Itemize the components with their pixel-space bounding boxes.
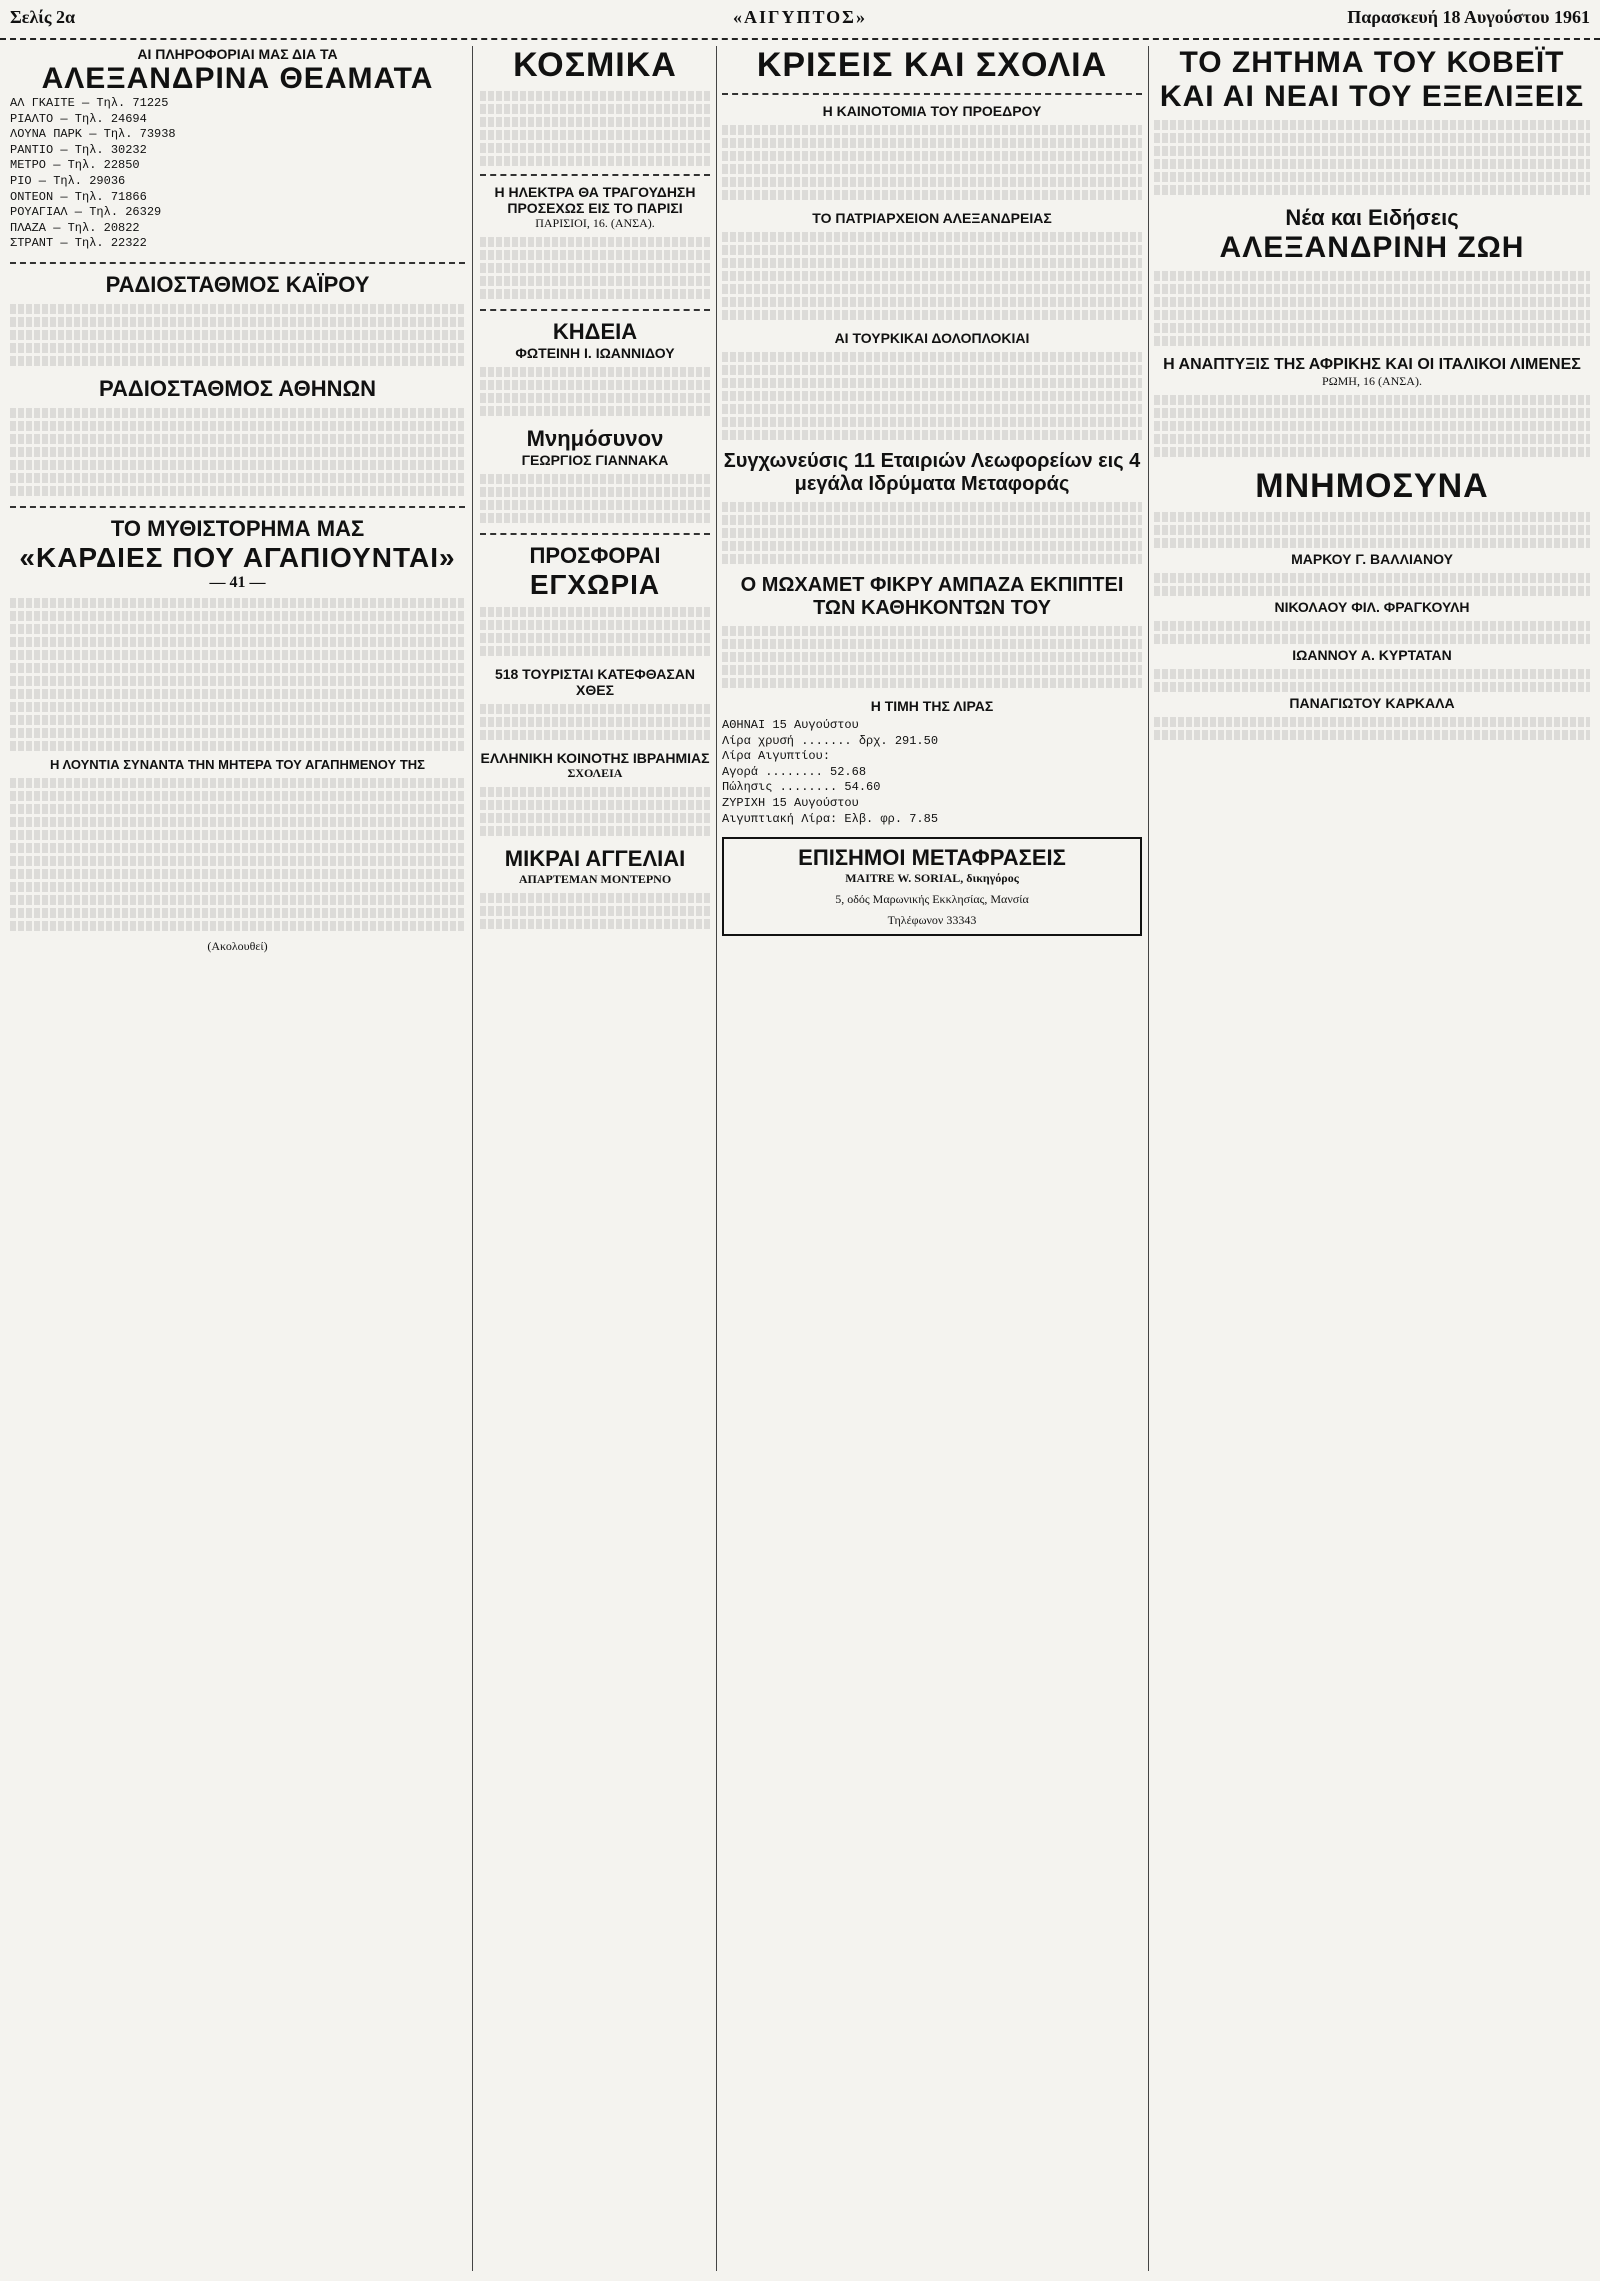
article-buses [722,450,1142,564]
section-divider [480,309,710,311]
cinema-listing: ΠΛΑΖΑ — Τηλ. 20822 [10,220,140,235]
section-divider [10,506,465,508]
novel-body-continued [10,778,465,931]
tourists-text [480,704,710,740]
africa-title: Η ΑΝΑΠΤΥΞΙΣ ΤΗΣ ΑΦΡΙΚΗΣ ΚΑΙ ΟΙ ΙΤΑΛΙΚΟΙ ΛΙΜΕΝΕΣ [1163,356,1581,373]
tragedy-section [480,184,710,299]
article-turkish [722,330,1142,440]
currency-line: Αιγυπτιακή Λίρα: Ελβ. φρ. 7.85 [722,811,939,826]
entertainment-title-top: ΑΙ ΠΛΗΡΟΦΟΡΙΑΙ ΜΑΣ ΔΙΑ ΤΑ [137,46,338,62]
memorial-text-4 [1154,717,1590,740]
small-ads-item: ΑΠΑΡΤΕΜΑΝ ΜΟΝΤΕΡΝΟ [518,872,672,886]
novel-section [10,516,465,954]
translations-firm: MAITRE W. SORIAL, δικηγόρος [845,871,1019,886]
africa-body [1154,395,1590,457]
column-news [1154,46,1590,2271]
funeral-text [480,367,710,416]
novel-body [10,598,465,751]
entertainment-title: ΑΛΕΞΑΝΔΡΙΝΑ ΘΕΑΜΑΤΑ [41,62,434,95]
cinema-listing: ΑΛ ΓΚΑΙΤΕ — Τηλ. 71225 [10,96,169,110]
currency-line: Πώλησις ........ 54.60 [722,780,881,795]
memorial-text-2 [1154,621,1590,644]
section-divider [10,262,465,264]
offers-title: ΠΡΟΣΦΟΡΑΙ [529,543,661,568]
memorial-text-3 [1154,669,1590,692]
radio-cairo-section [10,272,465,366]
offers-section [480,543,710,656]
news-section [1154,205,1590,346]
article-patriarchate [722,210,1142,320]
masthead [0,0,1600,40]
funeral-name: ΦΩΤΕΙΝΗ Ι. ΙΩΑΝΝΙΔΟΥ [515,345,675,361]
article-patriarchate-body [722,232,1142,320]
currency-line: Λίρα χρυσή ....... δρχ. 291.50 [722,733,939,748]
social-text [480,91,710,166]
africa-dateline: ΡΩΜΗ, 16 (ΑΝΣΑ). [1322,374,1422,388]
tragedy-text [480,237,710,299]
translations-address: 5, οδός Μαρωνικής Εκκλησίας, Μανσία [835,892,1029,907]
currency-line: Αγορά ........ 52.68 [722,764,867,779]
memorial-name-1: ΜΑΡΚΟΥ Γ. ΒΑΛΛΙΑΝΟΥ [1291,551,1453,567]
column-social [480,46,710,2271]
page-number: Σελίς 2α [10,7,76,27]
news-title: Νέα και Ειδήσεις [1285,205,1459,230]
cinema-listing: ΣΤΡΑΝΤ — Τηλ. 22322 [10,236,147,251]
offers-sub: ΕΓΧΩΡΙΑ [529,569,661,600]
memorial-name-3: ΙΩΑΝΝΟΥ Α. ΚΥΡΤΑΤΑΝ [1292,647,1452,663]
cinema-listing: ΡΙΟ — Τηλ. 29036 [10,173,126,188]
small-ads-text [480,893,710,929]
novel-section-title: ΤΟ ΜΥΘΙΣΤΟΡΗΜΑ ΜΑΣ [110,515,365,541]
cinema-listing: ΛΟΥΝΑ ΠΑΡΚ — Τηλ. 73938 [10,127,176,142]
radio-athens-section [10,376,465,496]
radio-athens-schedule [10,408,465,496]
ibrahim-text [480,787,710,836]
entertainment-section [10,46,465,252]
currency-title: Η ΤΙΜΗ ΤΗΣ ΛΙΡΑΣ [870,698,994,714]
offers-text [480,607,710,656]
ibrahim-sub: ΣΧΟΛΕΙΑ [567,766,623,780]
small-ads-section [480,846,710,929]
section-divider [722,93,1142,95]
cinema-listing: ΡΑΝΤΙΟ — Τηλ. 30232 [10,142,147,157]
kuwait-section [1154,46,1590,195]
alex-life-title: ΑΛΕΞΑΝΔΡΙΝΗ ΖΩΗ [1219,231,1525,264]
currency-box [722,698,1142,827]
cinema-listing: ΜΕΤΡΟ — Τηλ. 22850 [10,158,140,173]
memorial-name-2: ΝΙΚΟΛΑΟΥ ΦΙΛ. ΦΡΑΓΚΟΥΛΗ [1274,599,1470,615]
funeral-section [480,319,710,416]
column-comments [722,46,1142,2271]
column-rule [472,46,473,2271]
tragedy-dateline: ΠΑΡΙΣΙΟΙ, 16. (ΑΝΣΑ). [535,216,655,230]
article-buses-title: Συγχωνεύσις 11 Εταιριών Λεωφορείων εις 4 μεγάλα Ιδρύματα Μεταφοράς [723,450,1141,495]
cinema-listing: ΡΙΑΛΤΟ — Τηλ. 24694 [10,111,147,126]
column-rule [716,46,717,2271]
column-rule [1148,46,1149,2271]
tourists-section [480,666,710,740]
memorial-title: Μνημόσυνον [526,426,664,451]
article-president-title: Η ΚΑΙΝΟΤΟΜΙΑ ΤΟΥ ΠΡΟΕΔΡΟΥ [822,103,1042,119]
memorial-text-1 [1154,573,1590,596]
ibrahim-title: ΕΛΛΗΝΙΚΗ ΚΟΙΝΟΤΗΣ ΙΒΡΑΗΜΙΑΣ [480,750,710,766]
funeral-title: ΚΗΔΕΙΑ [552,319,638,344]
memorial-section [480,426,710,523]
radio-athens-title: ΡΑΔΙΟΣΤΑΘΜΟΣ ΑΘΗΝΩΝ [98,375,377,401]
translations-ad [722,837,1142,936]
ibrahim-section [480,750,710,836]
article-fikry [722,574,1142,688]
tourists-title: 518 ΤΟΥΡΙΣΤΑΙ ΚΑΤΕΦΘΑΣΑΝ ΧΘΕΣ [494,666,696,698]
article-patriarchate-title: ΤΟ ΠΑΤΡΙΑΡΧΕΙΟΝ ΑΛΕΞΑΝΔΡΕΙΑΣ [812,210,1052,226]
small-ads-title: ΜΙΚΡΑΙ ΑΓΓΕΛΙΑΙ [504,846,686,871]
article-buses-body [722,502,1142,564]
news-body [1154,271,1590,346]
memorials-title: ΜΝΗΜΟΣΥΝΑ [1255,467,1489,505]
article-turkish-title: ΑΙ ΤΟΥΡΚΙΚΑΙ ΔΟΛΟΠΛΟΚΙΑΙ [834,330,1030,346]
radio-cairo-title: ΡΑΔΙΟΣΤΑΘΜΟΣ ΚΑΪΡΟΥ [105,271,370,297]
article-fikry-title: Ο ΜΩΧΑΜΕΤ ΦΙΚΡΥ ΑΜΠΑΖΑ ΕΚΠΙΠΤΕΙ ΤΩΝ ΚΑΘΗΚΟΝΤΩΝ ΤΟΥ [740,574,1124,619]
currency-line: ΑΘΗΝΑΙ 15 Αυγούστου [722,718,859,732]
memorial-text [480,474,710,523]
comments-title: ΚΡΙΣΕΙΣ ΚΑΙ ΣΧΟΛΙΑ [756,46,1108,84]
article-president-body [722,125,1142,200]
novel-continues: (Ακολουθεί) [207,938,268,953]
article-president [722,103,1142,200]
cinema-list [10,96,465,252]
cinema-listing: ΡΟΥΑΓΙΑΛ — Τηλ. 26329 [10,205,162,220]
africa-section [1154,356,1590,457]
memorials-body [1154,512,1590,548]
novel-subhead: Η ΛΟΥΝΤΙΑ ΣΥΝΑΝΤΑ ΤΗΝ ΜΗΤΕΡΑ ΤΟΥ ΑΓΑΠΗΜΕΝΟΥ ΤΗΣ [50,756,425,772]
radio-cairo-schedule [10,304,465,366]
memorial-name: ΓΕΩΡΓΙΟΣ ΓΙΑΝΝΑΚΑ [521,452,669,468]
kuwait-body [1154,120,1590,195]
memorial-name-4: ΠΑΝΑΓΙΩΤΟΥ ΚΑΡΚΑΛΑ [1289,695,1455,711]
article-fikry-body [722,626,1142,688]
currency-line: Λίρα Αιγυπτίου: [722,749,831,764]
novel-title: «ΚΑΡΔΙΕΣ ΠΟΥ ΑΓΑΠΙΟΥΝΤΑΙ» [19,541,456,573]
translations-title: ΕΠΙΣΗΜΟΙ ΜΕΤΑΦΡΑΣΕΙΣ [798,845,1066,871]
issue-date: Παρασκευή 18 Αυγούστου 1961 [1347,7,1590,27]
social-title: ΚΟΣΜΙΚΑ [513,46,677,84]
section-divider [480,174,710,176]
kuwait-title: ΤΟ ΖΗΤΗΜΑ ΤΟΥ ΚΟΒΕΪΤ ΚΑΙ ΑΙ ΝΕΑΙ ΤΟΥ ΕΞΕΛΙΞΕΙΣ [1159,46,1585,113]
memorials-section [1154,467,1590,740]
translations-phone: Τηλέφωνον 33343 [887,913,977,928]
tragedy-title: Η ΗΛΕΚΤΡΑ ΘΑ ΤΡΑΓΟΥΔΗΣΗ ΠΡΟΣΕΧΩΣ ΕΙΣ ΤΟ ΠΑΡΙΣΙ [494,184,696,216]
section-divider [480,533,710,535]
currency-line: ΖΥΡΙΧΗ 15 Αυγούστου [722,795,859,810]
cinema-listing: ΟΝΤΕΟΝ — Τηλ. 71866 [10,189,147,204]
newspaper-name: «ΑΙΓΥΠΤΟΣ» [733,7,867,27]
article-turkish-body [722,352,1142,440]
column-entertainment [10,46,465,2271]
currency-lines [722,718,1142,827]
novel-installment: — 41 — [209,573,266,591]
